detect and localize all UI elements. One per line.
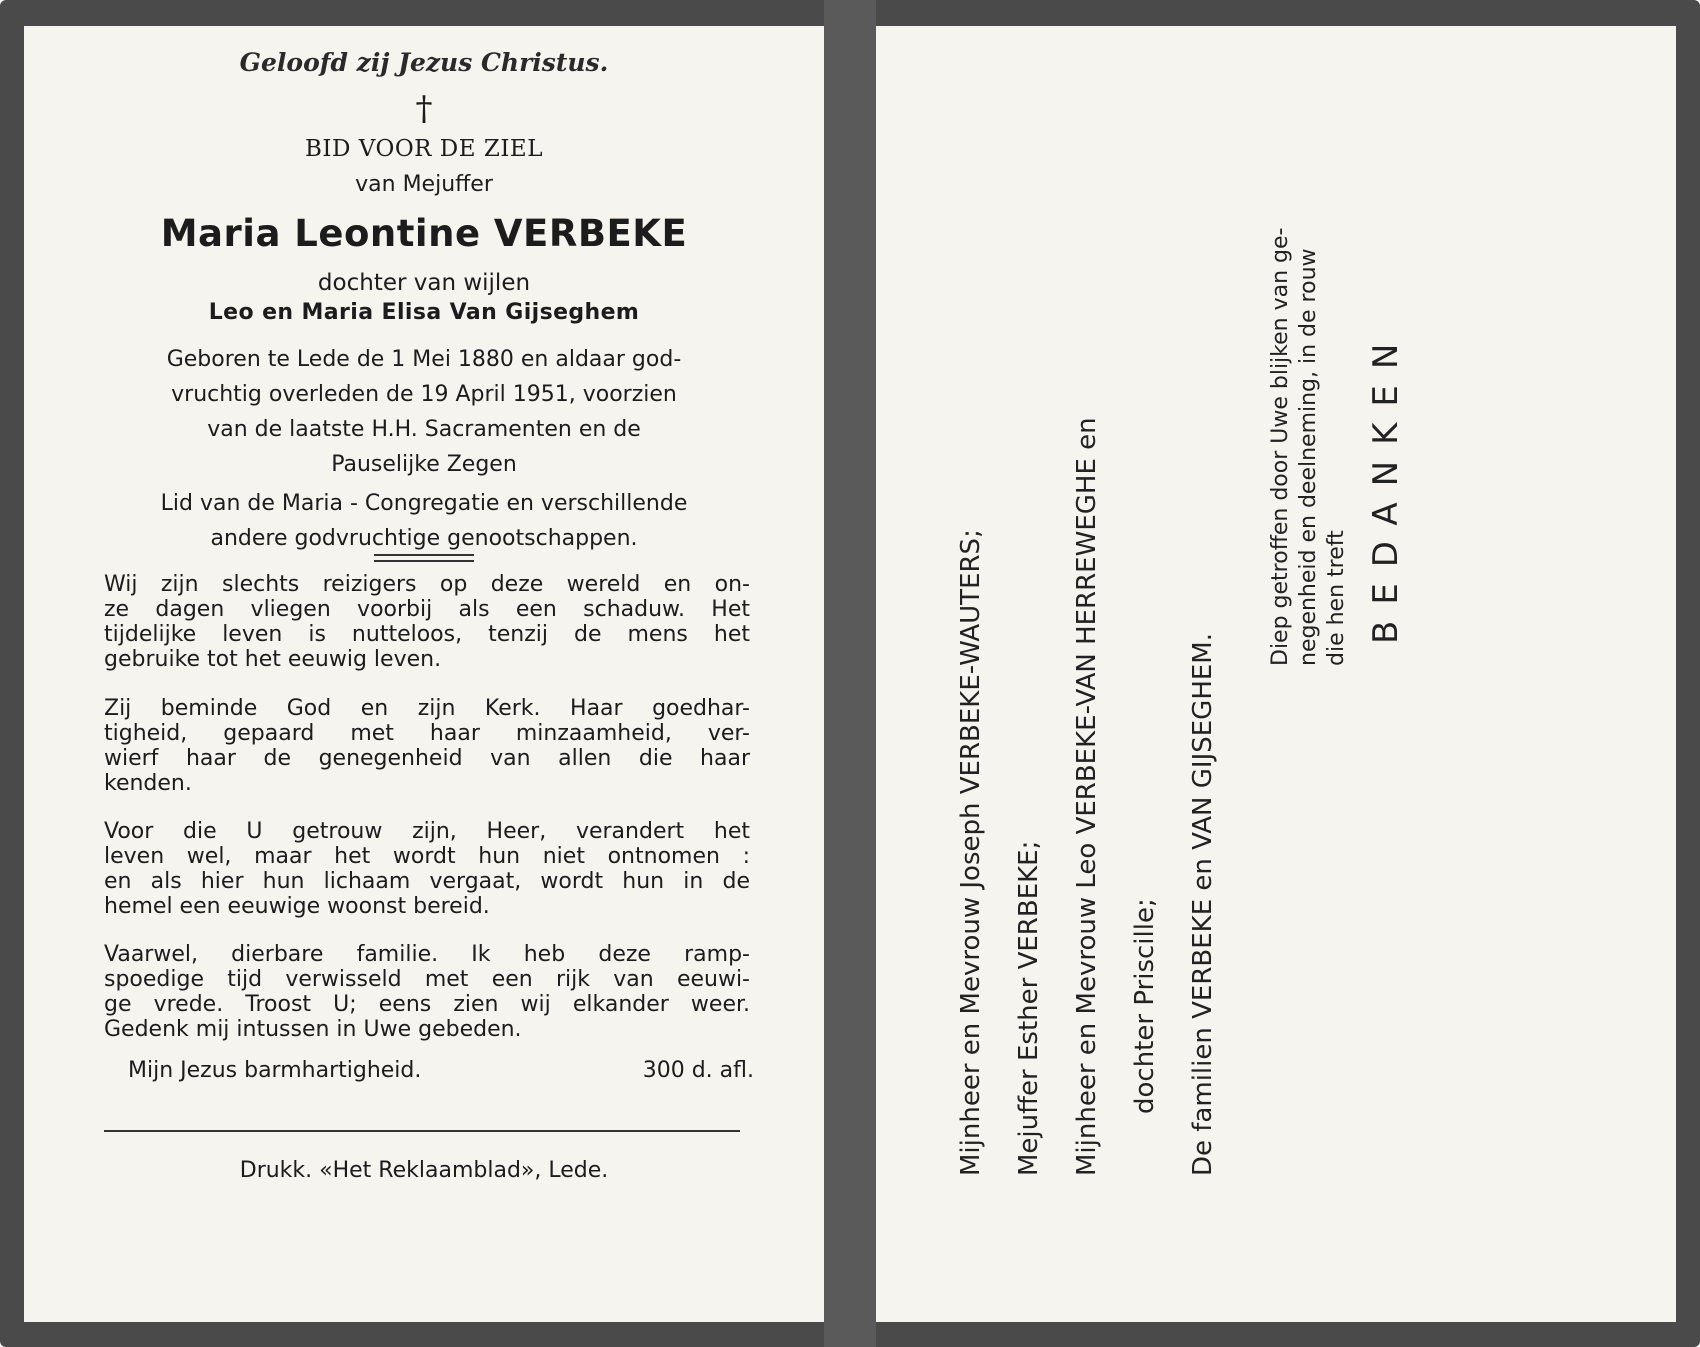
text-line: ge vrede. Troost U; eens zien wij elkander weer. xyxy=(104,992,750,1017)
text-line: kenden. xyxy=(104,771,192,796)
text-line: wierf haar de genegenheid van allen die haar xyxy=(104,746,750,771)
text-line: Vaarwel, dierbare familie. Ik heb deze ramp- xyxy=(104,942,750,967)
thanks-line: negenheid en deelneming, in de rouw xyxy=(1296,248,1321,666)
left-panel xyxy=(24,26,824,1322)
title-line: van Mejuffer xyxy=(355,172,493,197)
membership-text xyxy=(24,486,824,556)
text-line: Zij beminde God en zijn Kerk. Haar goedhar- xyxy=(104,696,750,721)
bedanken-heading: BEDANKEN xyxy=(1366,327,1406,644)
deceased-name: Maria Leontine VERBEKE xyxy=(160,212,688,255)
birth-line: Geboren te Lede de 1 Mei 1880 en aldaar god- xyxy=(166,347,682,372)
divider xyxy=(374,554,474,556)
text-line: Gedenk mij intussen in Uwe gebeden. xyxy=(104,1017,522,1042)
text-line: ze dagen vliegen voorbij als een schaduw. Het xyxy=(104,597,750,622)
paragraph-farewell xyxy=(104,942,750,1042)
closing-prayer: Mijn Jezus barmhartigheid. xyxy=(128,1058,422,1083)
text-line: tigheid, gepaard met haar minzaamheid, ver- xyxy=(104,721,750,746)
birth-line: Pauselijke Zegen xyxy=(331,452,517,477)
family-line: Mijnheer en Mevrouw Leo VERBEKE-VAN HERREWEGHE en xyxy=(1072,417,1102,1176)
cross-icon: † xyxy=(415,89,433,129)
family-line: Mijnheer en Mevrouw Joseph VERBEKE-WAUTERS; xyxy=(956,529,986,1176)
text-line: tijdelijke leven is nutteloos, tenzij de mens het xyxy=(104,622,750,647)
text-line: leven wel, maar het wordt hun niet ontnomen : xyxy=(104,844,750,869)
indulgence-note: 300 d. afl. xyxy=(642,1058,754,1083)
printer-credit: Drukk. «Het Reklaamblad», Lede. xyxy=(239,1158,609,1183)
text-line: gebruike tot het eeuwig leven. xyxy=(104,647,442,672)
text-line: Wij zijn slechts reizigers op deze wereld en on- xyxy=(104,572,750,597)
membership-line: andere godvruchtige genootschappen. xyxy=(210,526,638,551)
parents-names: Leo en Maria Elisa Van Gijseghem xyxy=(208,300,640,325)
daughter-of: dochter van wijlen xyxy=(317,270,531,296)
birth-death-text xyxy=(24,342,824,482)
thanks-line: Diep getroffen door Uwe blijken van ge- xyxy=(1268,227,1293,666)
paragraph-travellers xyxy=(104,572,750,672)
family-line: De familien VERBEKE en VAN GIJSEGHEM. xyxy=(1188,633,1218,1176)
bottom-divider xyxy=(104,1130,740,1132)
thanks-line: die hen treft xyxy=(1324,530,1349,666)
membership-line: Lid van de Maria - Congregatie en verschillende xyxy=(160,491,688,516)
divider xyxy=(374,560,474,562)
birth-line: vruchtig overleden de 19 April 1951, voorzien xyxy=(171,382,677,407)
text-line: Voor die U getrouw zijn, Heer, verandert het xyxy=(104,819,750,844)
paragraph-god-church xyxy=(104,696,750,796)
text-line: spoedige tijd verwisseld met een rijk van eeuwi- xyxy=(104,967,750,992)
right-panel xyxy=(876,26,1676,1322)
birth-line: van de laatste H.H. Sacramenten en de xyxy=(207,417,641,442)
text-line: en als hier hun lichaam vergaat, wordt hun in de xyxy=(104,869,750,894)
family-line: Mejuffer Esther VERBEKE; xyxy=(1014,840,1044,1176)
card-fold xyxy=(824,0,876,1347)
motto: Geloofd zij Jezus Christus. xyxy=(239,48,609,77)
paragraph-eternal-life xyxy=(104,819,750,919)
prayer-request: BID VOOR DE ZIEL xyxy=(305,136,543,162)
family-line: dochter Priscille; xyxy=(1130,898,1160,1114)
text-line: hemel een eeuwige woonst bereid. xyxy=(104,894,490,919)
